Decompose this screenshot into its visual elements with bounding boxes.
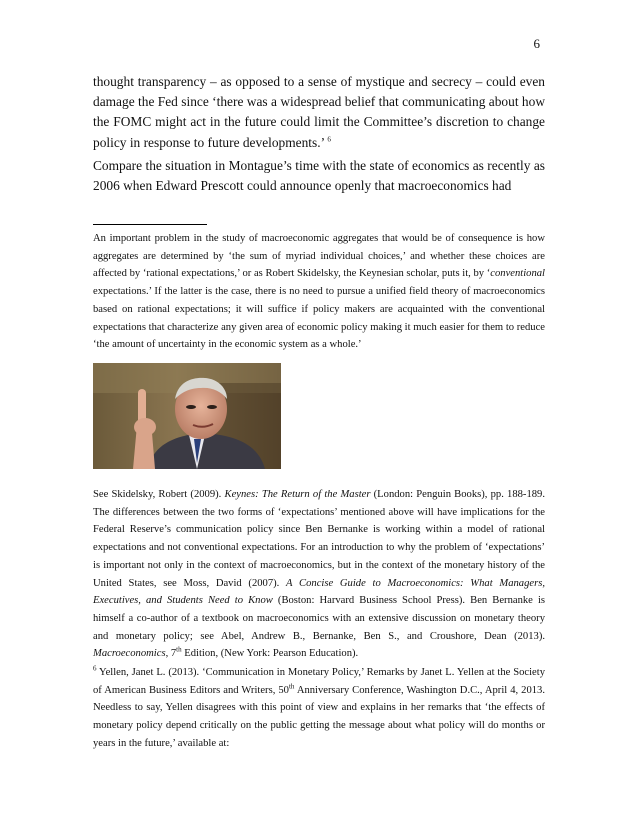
footnote-a-part1: An important problem in the study of macroeconomic aggregates that would be of consequence is how aggregates are determined by ‘the sum of myriad individual choices,’ and whether these choices are affected by ‘rational expectations,’ or as Robert Skidelsky, the Keynesian scholar, puts it, by ‘ <box>93 233 545 280</box>
body-paragraph-1 <box>93 72 545 153</box>
footnote-b-sup: th <box>176 645 182 654</box>
paragraph-1-text: thought transparency – as opposed to a sense of mystique and secrecy – could even damage the Fed since ‘there was a widespread belief that communicating about how the FOMC might act in the future could limit the Committee’s discretion to change policy in response to future developments.’ <box>93 74 545 150</box>
footnote-b-title-2: A Concise Guide to Macroeconomics: What Managers, Executives, and Students Need to Know <box>93 577 545 607</box>
footnote-expectations <box>93 230 545 354</box>
footnote-skidelsky <box>93 486 545 663</box>
footnote-a-italic: conventional <box>490 268 545 280</box>
footnote-b-text-5: Edition, (New York: Pearson Education). <box>181 648 359 660</box>
footnote-6-marker: 6 <box>93 664 97 673</box>
footnote-b-text-2: (London: Penguin Books), pp. 188-189. The differences between the two forms of ‘expectations’ mentioned above will have implications for the Federal Reserve’s communication policy since Ben Bernanke is working within a model of rational expectations and not conventional expectations. For an introduction to why the problem of ‘expectations’ is important not only in the context of macroeconomics, but in the context of the monetary history of the United States, see Moss, David (2007). <box>93 489 545 589</box>
footnote-separator <box>93 224 207 225</box>
footnote-b-title-3: Macroeconomics <box>93 648 166 660</box>
footnote-a-part2: expectations.’ If the latter is the case, there is no need to pursue a unified field theory of macroeconomics based on rational expectations; it will suffice if policy makers are acquainted with the conventional expectations that characterize any given area of economic policy making it much easier for them to reduce ‘the amount of uncertainty in the economic system as a whole.’ <box>93 286 545 351</box>
footnote-6-yellen <box>93 664 545 753</box>
footnote-c-text-2: Anniversary Conference, Washington D.C., April 4, 2013. Needless to say, Yellen disagrees with this point of view and explains in her remarks that ‘the effects of monetary policy depend critically on the public getting the message about what policy will do months or years in the future,’ available at: <box>93 684 545 749</box>
footnote-b-text-3: (Boston: Harvard Business School Press). Ben Bernanke is himself a co-author of a textbook on macroeconomics with an extensive discussion on monetary theory and monetary policy; see Abel, Andrew B., Bernanke, Ben S., and Croushore, Dean (2013). <box>93 595 546 642</box>
page-number: 6 <box>533 36 540 51</box>
footnote-c-sup: th <box>288 682 295 691</box>
portrait-photo <box>93 363 281 469</box>
footnote-marker-6[interactable]: 6 <box>327 135 331 144</box>
footnote-b-text-4: , 7 <box>165 648 177 660</box>
footnote-c-text-1: Yellen, Janet L. (2013). ‘Communication in Monetary Policy,’ Remarks by Janet L. Yellen at the Society of American Business Editors and Writers, 50 <box>93 667 545 696</box>
footnote-b-title-1: Keynes: The Return of the Master <box>224 489 371 500</box>
footnote-b-text-1: See Skidelsky, Robert (2009). <box>93 489 225 500</box>
body-paragraph-2: Compare the situation in Montague’s time with the state of economics as recently as 2006 when Edward Prescott could announce openly that macroeconomics had <box>93 158 545 194</box>
